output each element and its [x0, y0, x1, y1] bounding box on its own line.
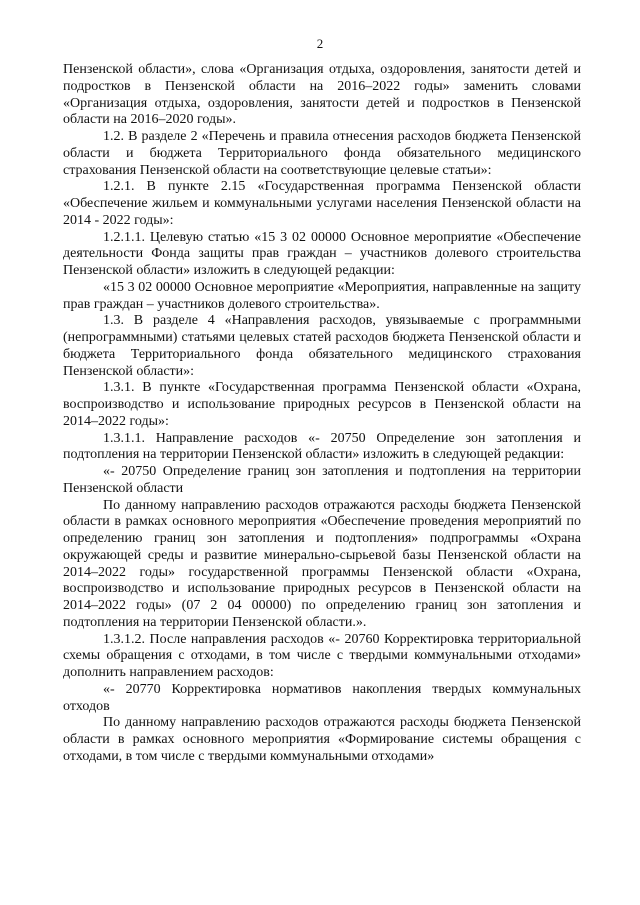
paragraph-section-1-2-1: 1.2.1. В пункте 2.15 «Государственная программа Пензенской области «Обеспечение жильем и коммунальными услугами населения Пензенской области на 2014 - 2022 годы»: — [63, 179, 581, 228]
paragraph-section-1-2-1-1: 1.2.1.1. Целевую статью «15 3 02 00000 Основное мероприятие «Обеспечение деятельности Фонда защиты прав граждан – участников долевого строительства Пензенской области» изложить в следующей редакции: — [63, 229, 581, 278]
paragraph-section-1-3: 1.3. В разделе 4 «Направления расходов, увязываемые с программными (непрограммными) статьями целевых статей расходов бюджета Пензенской области и бюджета Территориального фонда обязательного медицинского страхования Пензенской области»: — [63, 313, 581, 379]
paragraph-direction-20770-description: По данному направлению расходов отражаются расходы бюджета Пензенской области в рамках основного мероприятия «Формирование системы обращения с отходами, в том числе с твердыми коммунальными отходами» — [63, 715, 581, 764]
paragraph-direction-20750-description: По данному направлению расходов отражаются расходы бюджета Пензенской области в рамках основного мероприятия «Обеспечение проведения мероприятий по определению границ зон затопления и подтопления» подпрограммы «Охрана окружающей среды и развитие минерально-сырьевой базы Пензенской области на 2014–2022 годы» государственной программы Пензенской области «Охрана, воспроизводство и использование природных ресурсов в Пензенской области на 2014–2022 годы» (07 2 04 00000) по определению границ зон затопления и подтопления на территории Пензенской области.». — [63, 497, 581, 630]
document-body — [63, 62, 581, 766]
paragraph-section-1-3-1-1: 1.3.1.1. Направление расходов «- 20750 Определение зон затопления и подтопления на территории Пензенской области» изложить в следующей редакции: — [63, 430, 581, 463]
paragraph-section-1-3-1-2: 1.3.1.2. После направления расходов «- 20760 Корректировка территориальной схемы обращения с отходами, в том числе с твердыми коммунальными отходами» дополнить направлением расходов: — [63, 631, 581, 680]
paragraph-direction-20770: «- 20770 Корректировка нормативов накопления твердых коммунальных отходов — [63, 681, 581, 714]
paragraph-section-1-2: 1.2. В разделе 2 «Перечень и правила отнесения расходов бюджета Пензенской области и бюджета Территориального фонда обязательного медицинского страхования Пензенской области на соответствующие целевые статьи»: — [63, 129, 581, 178]
paragraph-continuation: Пензенской области», слова «Организация отдыха, оздоровления, занятости детей и подростков в Пензенской области на 2016–2022 годы» заменить словами «Организация отдыха, оздоровления, занятости детей и подростков в Пензенской области на 2016–2020 годы». — [63, 62, 581, 128]
paragraph-new-wording-15-3-02: «15 3 02 00000 Основное мероприятие «Мероприятия, направленные на защиту прав граждан – участников долевого строительства». — [63, 279, 581, 312]
paragraph-direction-20750: «- 20750 Определение границ зон затопления и подтопления на территории Пензенской области — [63, 464, 581, 496]
paragraph-section-1-3-1: 1.3.1. В пункте «Государственная программа Пензенской области «Охрана, воспроизводство и использование природных ресурсов в Пензенской области на 2014–2022 годы»: — [63, 380, 581, 429]
page-number: 2 — [316, 36, 324, 51]
